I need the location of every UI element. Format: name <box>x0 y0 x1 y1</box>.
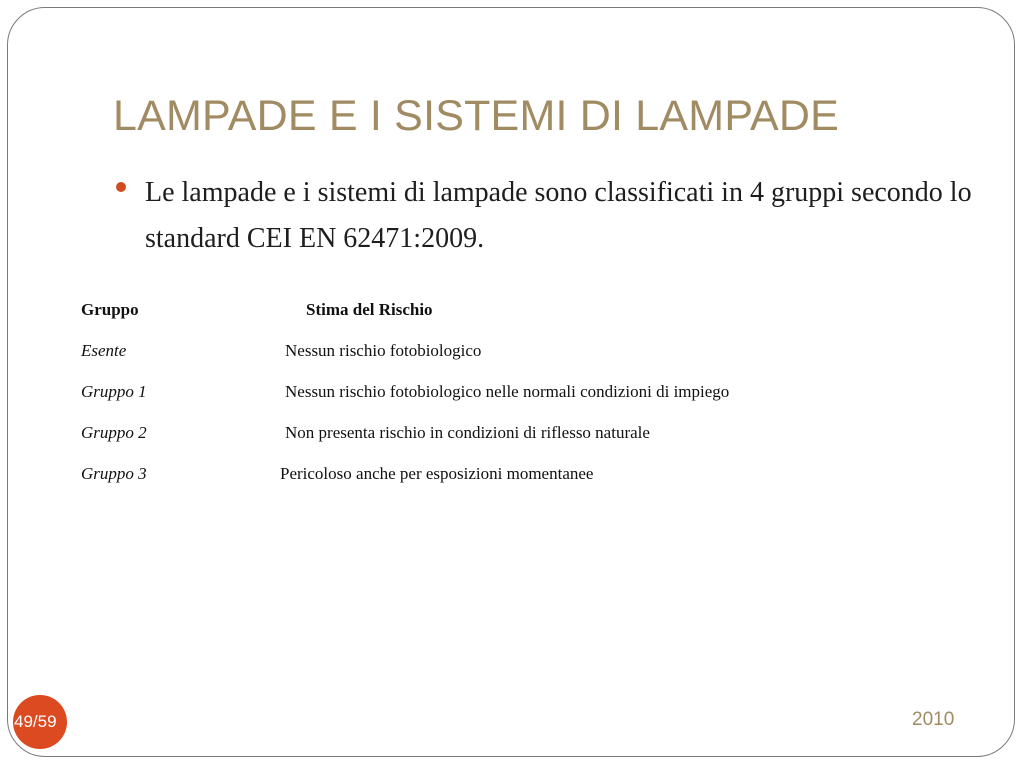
table-row <box>81 341 961 382</box>
risk-description: Non presenta rischio in condizioni di riflesso naturale <box>285 423 650 442</box>
bullet-point <box>113 170 983 262</box>
table-row <box>81 423 961 464</box>
risk-group-table <box>81 300 961 505</box>
risk-description: Pericoloso anche per esposizioni momentanee <box>280 464 594 483</box>
table-header-row <box>81 300 961 341</box>
table-row <box>81 464 961 505</box>
bullet-text: Le lampade e i sistemi di lampade sono classificati in 4 gruppi secondo lo standard CEI EN 62471:2009. <box>145 177 972 254</box>
group-name: Gruppo 3 <box>81 464 147 483</box>
header-gruppo: Gruppo <box>81 300 139 319</box>
group-name: Esente <box>81 341 127 360</box>
table-row <box>81 382 961 423</box>
bullet-dot-icon <box>116 182 126 192</box>
risk-description: Nessun rischio fotobiologico nelle normali condizioni di impiego <box>285 382 730 401</box>
group-name: Gruppo 2 <box>81 423 147 442</box>
page-number: 49/59 <box>14 712 57 731</box>
slide-title: LAMPADE E I SISTEMI DI LAMPADE <box>113 92 840 140</box>
footer-year: 2010 <box>912 709 955 730</box>
header-stima-rischio: Stima del Rischio <box>306 300 433 319</box>
risk-description: Nessun rischio fotobiologico <box>285 341 482 360</box>
group-name: Gruppo 1 <box>81 382 147 401</box>
